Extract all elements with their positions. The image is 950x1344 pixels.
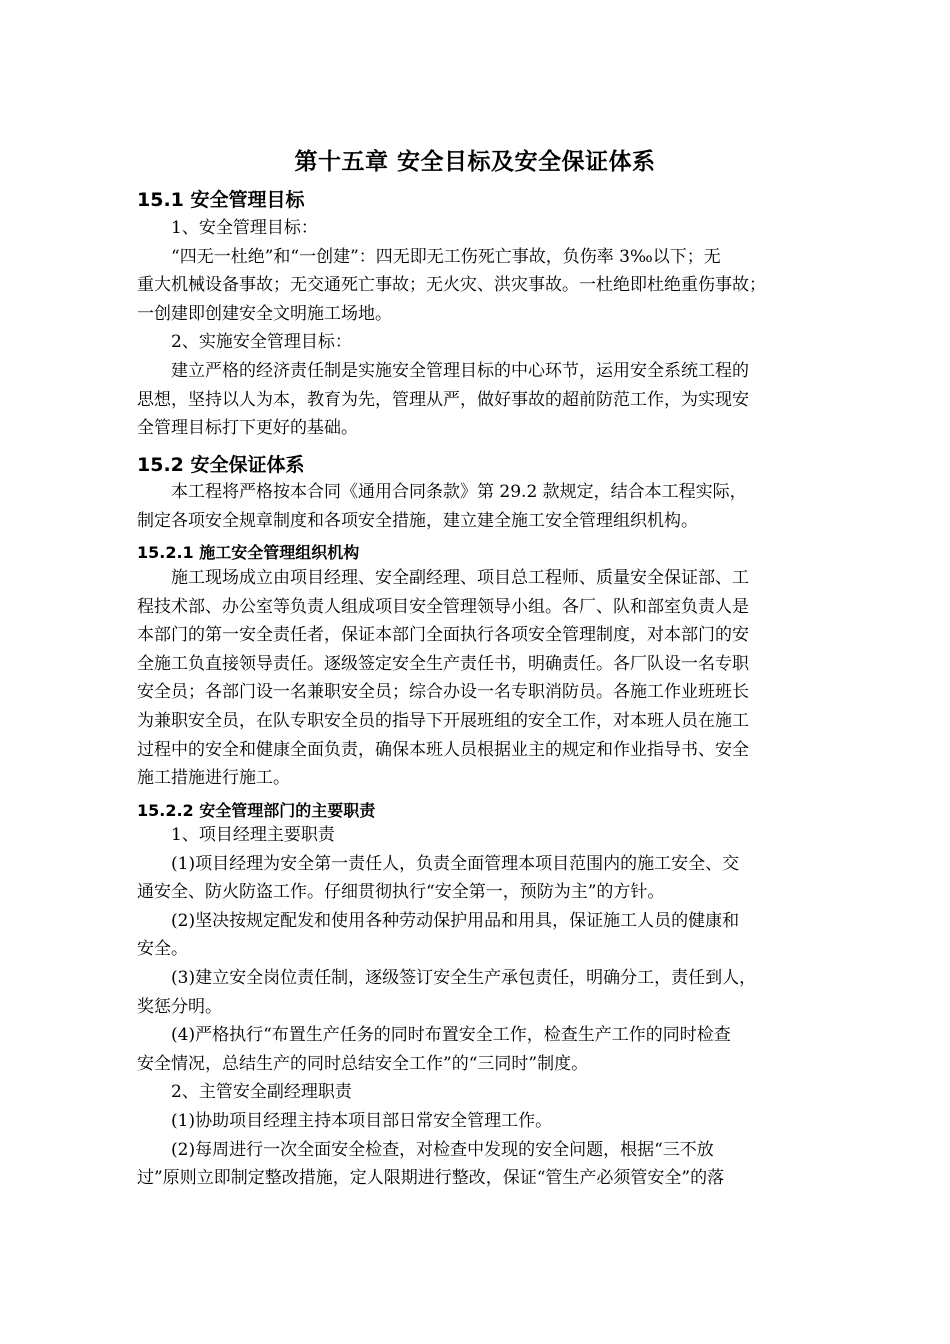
list-item-line: 奖惩分明。 <box>137 996 222 1017</box>
item-label: 2、主管安全副经理职责 <box>171 1082 352 1103</box>
paragraph-line: 建立严格的经济责任制是实施安全管理目标的中心环节，运用安全系统工程的 <box>171 360 749 381</box>
list-item-line: 通安全、防火防盗工作。仔细贯彻执行“安全第一，预防为主”的方针。 <box>137 882 665 903</box>
subsection-15-2-2-body <box>137 821 859 1193</box>
list-item-line: 过”原则立即制定整改措施，定人限期进行整改，保证“管生产必须管安全”的落 <box>137 1168 725 1189</box>
paragraph-line: 制定各项安全规章制度和各项安全措施，建立建全施工安全管理组织机构。 <box>137 510 698 531</box>
paragraph-line: 程技术部、办公室等负责人组成项目安全管理领导小组。各厂、队和部室负责人是 <box>137 596 749 617</box>
paragraph-line: 全管理目标打下更好的基础。 <box>137 418 358 439</box>
item-label: 2、实施安全管理目标： <box>171 332 352 353</box>
paragraph-line: 本工程将严格按本合同《通用合同条款》第 29.2 款规定，结合本工程实际， <box>171 482 747 502</box>
paragraph-line: 施工措施进行施工。 <box>137 768 290 789</box>
subsection-heading-15-2-2: 15.2.2 安全管理部门的主要职责 <box>137 801 376 820</box>
paragraph-line: “四无一杜绝”和“一创建”：四无即无工伤死亡事故，负伤率 3‰以下；无 <box>171 246 721 267</box>
item-label: 1、安全管理目标： <box>171 218 318 238</box>
list-item-line: (1)协助项目经理主持本项目部日常安全管理工作。 <box>171 1110 553 1131</box>
paragraph-line: 安全员；各部门设一名兼职安全员；综合办设一名专职消防员。各施工作业班班长 <box>137 682 749 703</box>
list-item-line: (2)每周进行一次全面安全检查，对检查中发现的安全问题，根据“三不放 <box>171 1139 714 1160</box>
list-item-line: (4)严格执行“布置生产任务的同时布置安全工作，检查生产工作的同时检查 <box>171 1025 731 1046</box>
list-item-line: 安全情况，总结生产的同时总结安全工作”的“三同时”制度。 <box>137 1053 589 1074</box>
paragraph-line: 思想，坚持以人为本，教育为先，管理从严，做好事故的超前防范工作，为实现安 <box>137 389 749 410</box>
paragraph-line: 过程中的安全和健康全面负责，确保本班人员根据业主的规定和作业指导书、安全 <box>137 739 749 760</box>
section-heading-15-1: 15.1 安全管理目标 <box>137 189 305 211</box>
subsection-heading-15-2-1: 15.2.1 施工安全管理组织机构 <box>137 543 360 562</box>
section-heading-15-2: 15.2 安全保证体系 <box>137 454 305 476</box>
list-item-line: (2)坚决按规定配发和使用各种劳动保护用品和用具，保证施工人员的健康和 <box>171 910 740 931</box>
list-item-line: 安全。 <box>137 939 188 960</box>
paragraph-line: 全施工负直接领导责任。逐级签定安全生产责任书，明确责任。各厂队设一名专职 <box>137 653 749 674</box>
list-item-line: (1)项目经理为安全第一责任人，负责全面管理本项目范围内的施工安全、交 <box>171 853 740 874</box>
section-15-1-body <box>137 214 859 443</box>
item-label: 1、项目经理主要职责 <box>171 825 335 845</box>
paragraph-line: 施工现场成立由项目经理、安全副经理、项目总工程师、质量安全保证部、工 <box>171 568 749 588</box>
paragraph-line: 本部门的第一安全责任者，保证本部门全面执行各项安全管理制度，对本部门的安 <box>137 625 749 646</box>
subsection-15-2-1-body <box>137 564 859 793</box>
paragraph-line: 重大机械设备事故；无交通死亡事故；无火灾、洪灾事故。一杜绝即杜绝重伤事故； <box>137 275 766 296</box>
list-item-line: (3)建立安全岗位责任制，逐级签订安全生产承包责任，明确分工，责任到人， <box>171 967 757 988</box>
chapter-title: 第十五章 安全目标及安全保证体系 <box>294 149 656 175</box>
section-15-2-intro <box>137 478 859 535</box>
paragraph-line: 一创建即创建安全文明施工场地。 <box>137 303 392 324</box>
paragraph-line: 为兼职安全员，在队专职安全员的指导下开展班组的安全工作，对本班人员在施工 <box>137 710 749 731</box>
